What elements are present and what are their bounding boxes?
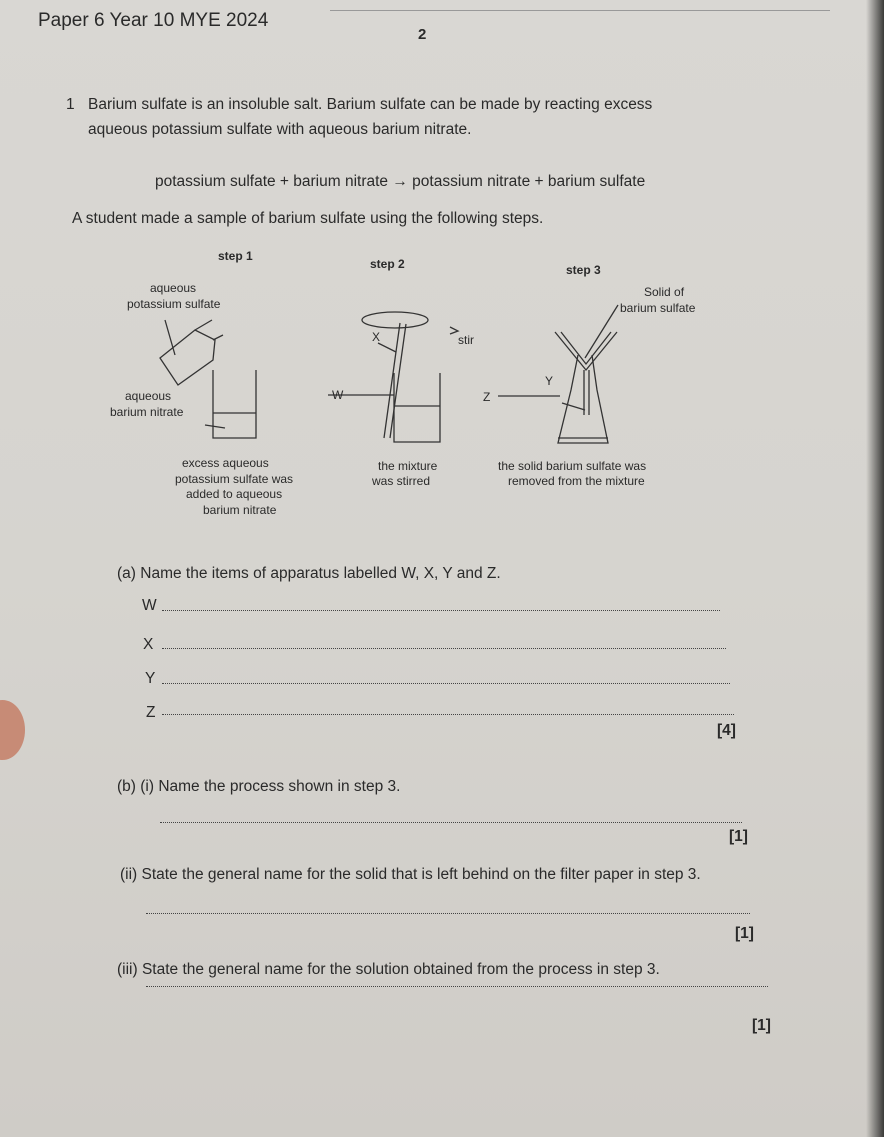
step1-caption-4: barium nitrate xyxy=(203,503,277,517)
part-a-marks: [4] xyxy=(717,722,736,739)
step1-label-top2: potassium sulfate xyxy=(127,297,221,311)
answer-line-b-iii[interactable] xyxy=(146,986,768,987)
step1-beaker xyxy=(205,370,256,438)
question-intro-line2: aqueous potassium sulfate with aqueous barium nitrate. xyxy=(88,121,472,138)
step2-title: step 2 xyxy=(370,257,405,271)
question-intro-line1: Barium sulfate is an insoluble salt. Barium sulfate can be made by reacting excess xyxy=(88,96,653,113)
page-shadow xyxy=(866,0,884,1137)
answer-line-z[interactable] xyxy=(162,714,734,715)
finger xyxy=(0,700,25,760)
answer-label-y: Y xyxy=(145,670,156,687)
page-number: 2 xyxy=(418,26,427,43)
part-b-iii-marks: [1] xyxy=(752,1017,771,1034)
label-x: X xyxy=(372,330,381,344)
step2-caption-2: was stirred xyxy=(372,474,431,488)
reaction-equation: potassium sulfate + barium nitrate → potassium nitrate + barium sulfate xyxy=(155,173,646,190)
step1-label-top1: aqueous xyxy=(150,281,197,295)
label-solid-1: Solid of xyxy=(644,285,685,299)
part-b-iii-prompt: (iii) State the general name for the solution obtained from the process in step 3. xyxy=(117,961,660,978)
step1-title: step 1 xyxy=(218,249,253,263)
label-z: Z xyxy=(483,390,491,404)
answer-label-w: W xyxy=(142,597,157,614)
apparatus-diagram xyxy=(100,240,720,530)
answer-line-b-i[interactable] xyxy=(160,822,742,823)
filter-funnel-and-flask xyxy=(498,305,618,443)
question-number: 1 xyxy=(66,96,75,113)
step2-caption-1: the mixture xyxy=(378,459,438,473)
paper-title: Paper 6 Year 10 MYE 2024 xyxy=(38,10,269,31)
page-edge-line xyxy=(330,10,830,11)
step1-label-bottom2: barium nitrate xyxy=(110,405,184,419)
label-w: W xyxy=(332,388,344,402)
part-a-prompt: (a) Name the items of apparatus labelled W, X, Y and Z. xyxy=(117,565,501,582)
step3-title: step 3 xyxy=(566,263,601,277)
answer-label-x: X xyxy=(143,636,154,653)
label-y: Y xyxy=(545,374,554,388)
answer-line-y[interactable] xyxy=(162,683,730,684)
part-b-i-marks: [1] xyxy=(729,828,748,845)
step2-beaker xyxy=(328,373,440,442)
student-statement: A student made a sample of barium sulfate using the following steps. xyxy=(72,210,544,227)
part-b-ii-marks: [1] xyxy=(735,925,754,942)
answer-line-b-ii[interactable] xyxy=(146,913,750,914)
label-solid-2: barium sulfate xyxy=(620,301,696,315)
step1-caption-3: added to aqueous xyxy=(186,487,283,501)
step3-caption-2: removed from the mixture xyxy=(508,474,645,488)
label-stir: stir xyxy=(458,333,474,347)
answer-line-x[interactable] xyxy=(162,648,726,649)
step3-caption-1: the solid barium sulfate was xyxy=(498,459,647,473)
part-b-ii-prompt: (ii) State the general name for the solid that is left behind on the filter paper in step 3. xyxy=(120,866,701,883)
answer-label-z: Z xyxy=(146,704,156,721)
step1-label-bottom1: aqueous xyxy=(125,389,172,403)
step1-caption-2: potassium sulfate was xyxy=(175,472,294,486)
answer-line-w[interactable] xyxy=(162,610,720,611)
part-b-i-prompt: (b) (i) Name the process shown in step 3. xyxy=(117,778,401,795)
step1-caption-1: excess aqueous xyxy=(182,456,269,470)
